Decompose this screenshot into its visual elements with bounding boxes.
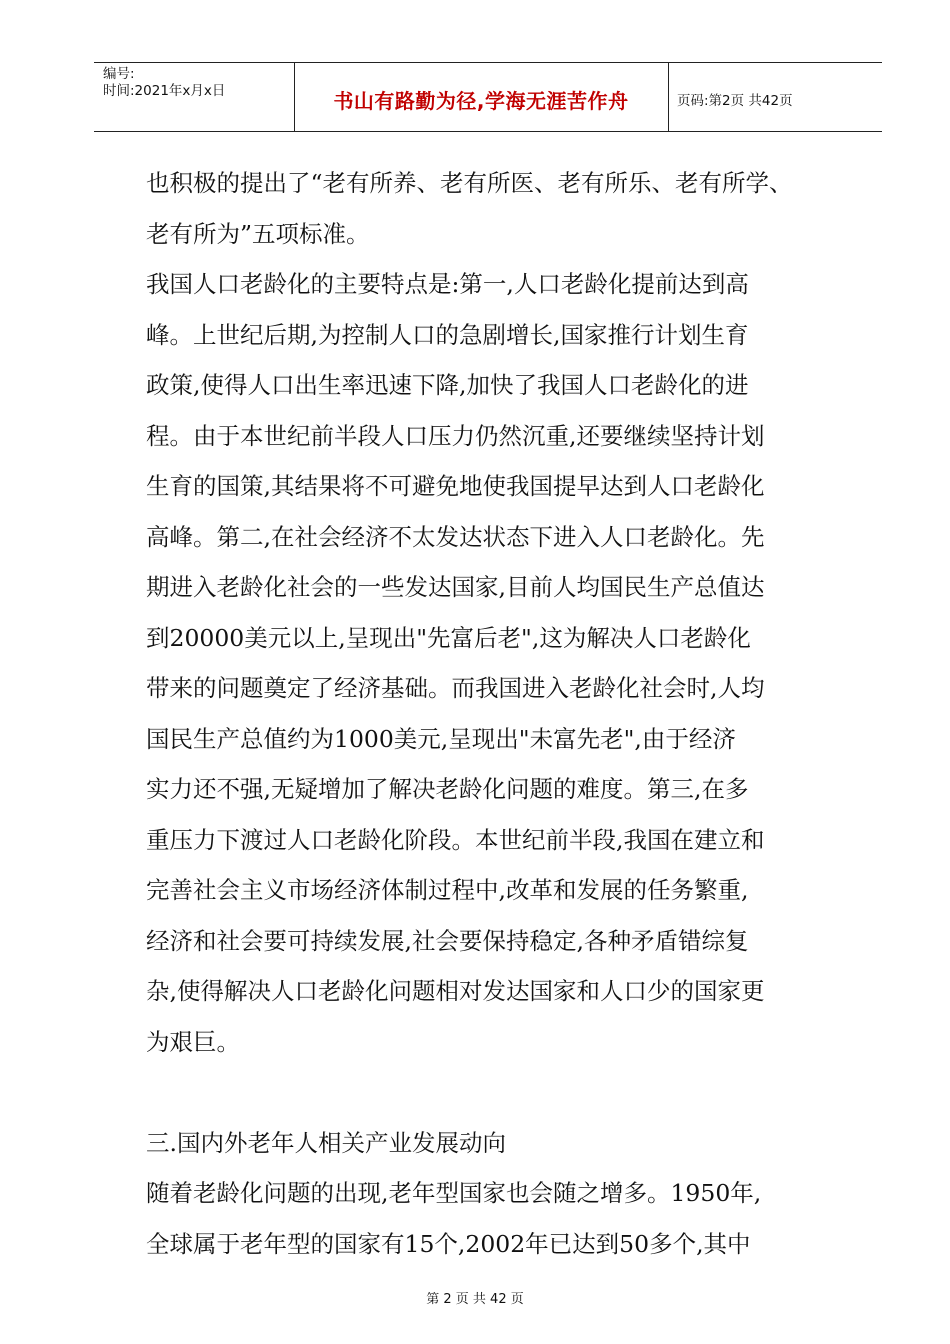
time-label: 时间:2021年x月x日 bbox=[103, 83, 226, 99]
body-line: 峰。上世纪后期,为控制人口的急剧增长,国家推行计划生育 bbox=[146, 320, 749, 349]
paragraph-gap bbox=[146, 1067, 846, 1118]
document-body bbox=[146, 158, 846, 1269]
body-line: 老有所为”五项标准。 bbox=[146, 219, 370, 248]
header-motto: 书山有路勤为径,学海无涯苦作舟 bbox=[333, 89, 629, 113]
page-footer: 第 2 页 共 42 页 bbox=[426, 1292, 524, 1307]
body-line: 政策,使得人口出生率迅速下降,加快了我国人口老龄化的进 bbox=[146, 371, 749, 399]
body-line: 生育的国策,其结果将不可避免地使我国提早达到人口老龄化 bbox=[146, 472, 765, 500]
body-line: 为艰巨。 bbox=[146, 1027, 240, 1056]
body-line: 经济和社会要可持续发展,社会要保持稳定,各种矛盾错综复 bbox=[146, 926, 749, 955]
body-line: 实力还不强,无疑增加了解决老龄化问题的难度。第三,在多 bbox=[146, 775, 749, 803]
body-line: 随着老龄化问题的出现,老年型国家也会随之增多。1950年, bbox=[146, 1179, 762, 1207]
body-line: 到20000美元以上,呈现出"先富后老",这为解决人口老龄化 bbox=[146, 623, 751, 652]
code-label: 编号: bbox=[103, 66, 135, 82]
header-page-number: 页码:第2页 共42页 bbox=[677, 93, 793, 109]
body-line: 高峰。第二,在社会经济不太发达状态下进入人口老龄化。先 bbox=[146, 522, 765, 551]
body-line: 完善社会主义市场经济体制过程中,改革和发展的任务繁重, bbox=[146, 876, 749, 904]
page-header bbox=[94, 62, 882, 132]
body-line: 带来的问题奠定了经济基础。而我国进入老龄化社会时,人均 bbox=[146, 674, 765, 702]
body-line: 全球属于老年型的国家有15个,2002年已达到50多个,其中 bbox=[146, 1229, 751, 1258]
body-line: 国民生产总值约为1000美元,呈现出"未富先老",由于经济 bbox=[146, 724, 736, 753]
body-line: 重压力下渡过人口老龄化阶段。本世纪前半段,我国在建立和 bbox=[146, 825, 765, 854]
body-line: 程。由于本世纪前半段人口压力仍然沉重,还要继续坚持计划 bbox=[146, 421, 765, 450]
body-line: 杂,使得解决人口老龄化问题相对发达国家和人口少的国家更 bbox=[146, 977, 765, 1005]
header-left-cell bbox=[103, 66, 225, 100]
body-line: 我国人口老龄化的主要特点是:第一,人口老龄化提前达到高 bbox=[146, 270, 749, 298]
body-line: 期进入老龄化社会的一些发达国家,目前人均国民生产总值达 bbox=[146, 573, 765, 601]
header-divider bbox=[668, 63, 669, 131]
body-line: 也积极的提出了“老有所养、老有所医、老有所乐、老有所学、 bbox=[146, 169, 793, 197]
section-heading: 三.国内外老年人相关产业发展动向 bbox=[146, 1128, 506, 1157]
